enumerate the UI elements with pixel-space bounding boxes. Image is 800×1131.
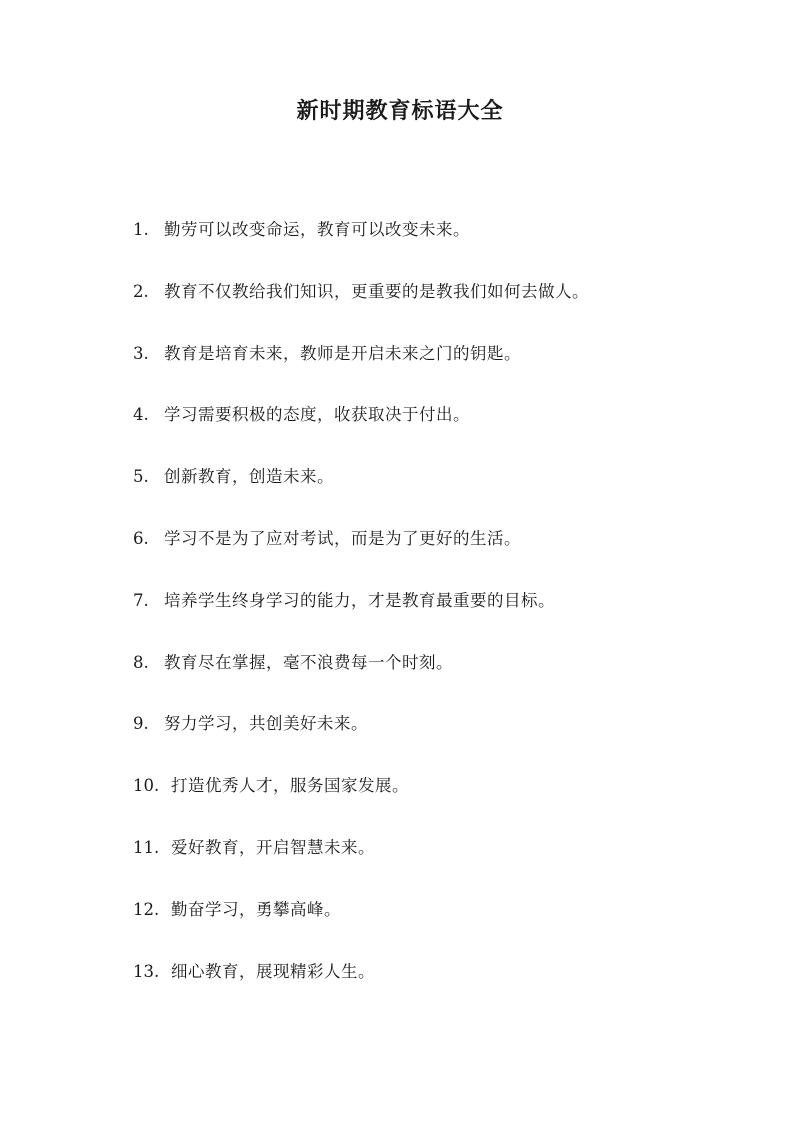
slogan-text: 学习需要积极的态度，收获取决于付出。	[164, 405, 470, 425]
slogan-number: 1.	[133, 220, 149, 239]
slogan-number: 13.	[133, 961, 160, 981]
slogan-text: 教育尽在掌握，毫不浪费每一个时刻。	[164, 652, 453, 672]
slogan-text: 细心教育，展现精彩人生。	[171, 961, 375, 981]
slogan-number: 2.	[133, 281, 149, 301]
slogan-number: 8.	[133, 652, 149, 672]
slogan-item	[133, 462, 753, 524]
slogan-item	[133, 400, 753, 462]
slogan-text: 创新教育，创造未来。	[164, 467, 334, 487]
slogan-text: 培养学生终身学习的能力，才是教育最重要的目标。	[164, 590, 555, 610]
slogan-text: 勤奋学习，勇攀高峰。	[171, 899, 341, 919]
slogan-item	[133, 277, 753, 339]
slogan-text: 教育是培育未来，教师是开启未来之门的钥匙。	[164, 343, 521, 363]
slogan-number: 10.	[133, 776, 160, 796]
slogan-text: 努力学习，共创美好未来。	[164, 714, 368, 734]
slogan-number: 4.	[133, 405, 149, 425]
slogan-list	[133, 215, 753, 1018]
slogan-number: 12.	[133, 899, 160, 919]
slogan-text: 教育不仅教给我们知识，更重要的是教我们如何去做人。	[164, 281, 589, 301]
slogan-item	[133, 215, 753, 277]
slogan-text: 爱好教育，开启智慧未来。	[171, 837, 375, 857]
slogan-item	[133, 648, 753, 710]
slogan-number: 3.	[133, 343, 149, 363]
document-title: 新时期教育标语大全	[296, 98, 504, 124]
slogan-item	[133, 895, 753, 957]
slogan-text: 学习不是为了应对考试，而是为了更好的生活。	[164, 528, 521, 548]
slogan-number: 6.	[133, 528, 149, 548]
slogan-item	[133, 524, 753, 586]
slogan-item	[133, 957, 753, 1019]
slogan-number: 11.	[133, 837, 160, 857]
slogan-text: 勤劳可以改变命运，教育可以改变未来。	[164, 220, 470, 239]
slogan-item	[133, 586, 753, 648]
slogan-number: 7.	[133, 590, 149, 610]
slogan-item	[133, 709, 753, 771]
slogan-text: 打造优秀人才，服务国家发展。	[171, 776, 409, 796]
slogan-number: 5.	[133, 467, 149, 487]
slogan-number: 9.	[133, 714, 149, 734]
slogan-item	[133, 833, 753, 895]
slogan-item	[133, 771, 753, 833]
slogan-item	[133, 339, 753, 401]
